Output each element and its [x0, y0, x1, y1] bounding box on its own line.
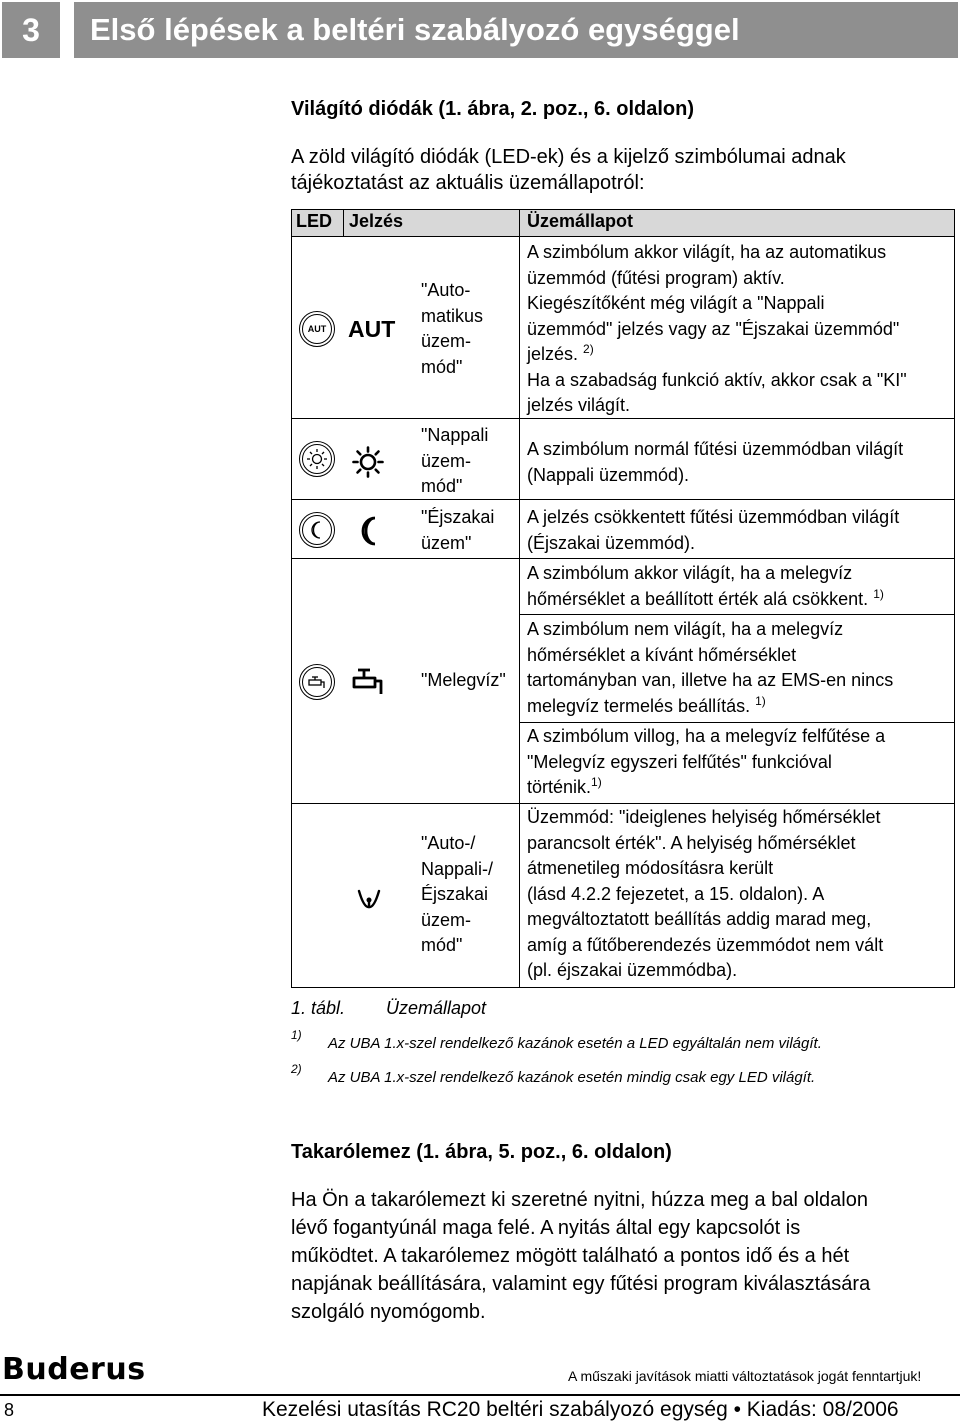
- tap-icon: [351, 665, 385, 699]
- chapter-title: Első lépések a beltéri szabályozó egységgel: [74, 2, 958, 58]
- footnote-mark-1: 1): [291, 1028, 302, 1042]
- table-caption-text: Üzemállapot: [386, 998, 487, 1018]
- signal-override: "Auto-/ Nappali-/ Éjszakai üzem- mód": [421, 833, 494, 955]
- signal-hotwater: "Melegvíz": [421, 670, 506, 690]
- row-divider: [291, 803, 955, 804]
- chapter-number: 3: [2, 2, 60, 58]
- signal-day: "Nappali üzem- mód": [421, 425, 489, 496]
- moon-icon: [356, 515, 382, 547]
- hand-override-icon: [356, 886, 382, 912]
- col-header-signal: Jelzés: [349, 211, 404, 231]
- footnote-text-2: Az UBA 1.x-szel rendelkező kazánok esetén mindig csak egy LED világít.: [328, 1069, 816, 1086]
- state-divider: [519, 614, 955, 615]
- aut-symbol: AUT: [348, 316, 396, 342]
- column-divider: [519, 237, 520, 988]
- table-caption-number: 1. tábl.: [291, 998, 346, 1018]
- hotwater-led-icon: [299, 664, 335, 700]
- page-number: 8: [4, 1400, 15, 1420]
- state-day: A szimbólum normál fűtési üzemmódban világít (Nappali üzemmód).: [527, 439, 904, 485]
- footnote-mark-2: 2): [291, 1062, 302, 1076]
- row-divider: [291, 558, 955, 559]
- state-hotwater-3: A szimbólum villog, ha a melegvíz felfűtése a "Melegvíz egyszeri felfűtés" funkcióval történik.$^{1)}$: [527, 726, 886, 797]
- col-header-state: Üzemállapot: [527, 211, 634, 231]
- state-auto: A szimbólum akkor világít, ha az automatikus üzemmód (fűtési program) aktív. Kiegészítőként még világít a "Nappali üzemmód" jelzés vagy az "Éjszakai üzemmód" jelzés. $^{2)}$ Ha a szabadság funkció aktív, akkor csak a "KI" jelzés világít.: [527, 242, 907, 415]
- footnote-text-1: Az UBA 1.x-szel rendelkező kazánok esetén a LED egyáltalán nem világít.: [328, 1035, 822, 1052]
- header-divider: [519, 209, 520, 237]
- intro-line-1: A zöld világító diódák (LED-ek) és a kijelző szimbólumai adnak: [291, 146, 846, 168]
- rights-note: A műszaki javítások miatti változtatások jogát fenntartjuk!: [568, 1368, 922, 1384]
- header-divider: [343, 209, 344, 237]
- sun-icon: [352, 446, 384, 478]
- day-led-icon: [299, 441, 335, 477]
- row-divider: [291, 499, 955, 500]
- state-override: Üzemmód: "ideiglenes helyiség hőmérséklet parancsolt érték". A helyiség hőmérséklet átmenetileg módosításra került (lásd 4.2.2 fejezetet, a 15. oldalon). A megváltoztatott beállítás addig marad meg, amíg a fűtőberendezés üzemmódot nem vált (pl. éjszakai üzemmódba).: [527, 807, 884, 980]
- state-divider: [519, 722, 955, 723]
- cover-paragraph: Ha Ön a takarólemezt ki szeretné nyitni, húzza meg a bal oldalon lévő fogantyúnál maga felé. A nyitás által egy kapcsolót is működtet. A takarólemez mögött található a pontos idő és a hét napjának beállítására, valamint egy fűtési program kiválasztására szolgáló nyomógomb.: [291, 1189, 871, 1323]
- col-header-led: LED: [296, 211, 332, 231]
- state-hotwater-1: A szimbólum akkor világít, ha a melegvíz hőmérséklet a beállított érték alá csökkent. $^{1)}$: [527, 563, 884, 609]
- state-hotwater-2: A szimbólum nem világít, ha a melegvíz hőmérséklet a kívánt hőmérséklet tartományban van, illetve ha az EMS-en nincs melegvíz termelés beállítás. $^{1)}$: [527, 619, 894, 716]
- footer-rule: [0, 1394, 960, 1396]
- section-heading-cover: Takarólemez (1. ábra, 5. poz., 6. oldalon): [291, 1141, 672, 1163]
- night-led-icon: [299, 512, 335, 548]
- document-info: Kezelési utasítás RC20 beltéri szabályozó egység • Kiadás: 08/2006: [262, 1398, 899, 1421]
- signal-auto: "Auto- matikus üzem- mód": [421, 280, 484, 377]
- signal-night: "Éjszakai üzem": [421, 507, 495, 553]
- aut-led-icon: AUT: [299, 311, 335, 347]
- intro-line-2: tájékoztatást az aktuális üzemállapotról:: [291, 172, 645, 194]
- state-night: A jelzés csökkentett fűtési üzemmódban világít (Éjszakai üzemmód).: [527, 507, 900, 553]
- section-heading-leds: Világító diódák (1. ábra, 2. poz., 6. oldalon): [291, 98, 695, 120]
- brand-logo: Buderus: [2, 1352, 146, 1387]
